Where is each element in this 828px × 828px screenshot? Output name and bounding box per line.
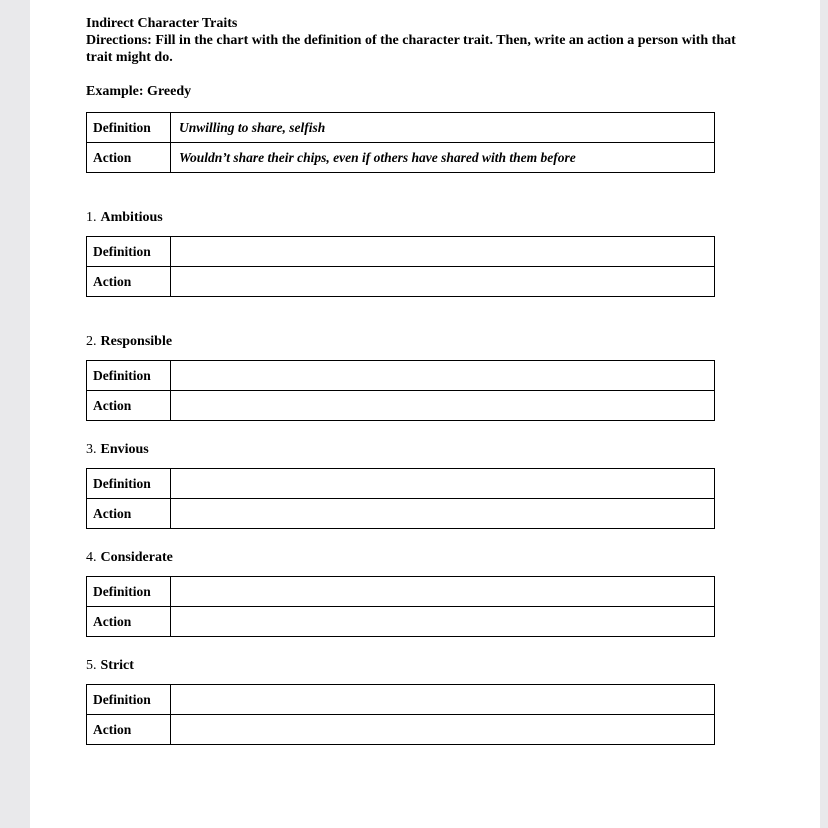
trait-heading — [86, 209, 820, 226]
trait-heading — [86, 549, 820, 566]
trait-table — [86, 468, 715, 529]
action-fill-in-cell[interactable] — [171, 607, 715, 637]
document-page — [30, 0, 820, 828]
worksheet-title: Indirect Character Traits — [86, 16, 238, 31]
table-row — [87, 685, 715, 715]
trait-heading — [86, 333, 820, 350]
trait-section-envious — [86, 441, 820, 529]
example-definition-value: Unwilling to share, selfish — [171, 113, 715, 143]
trait-number: 3. — [86, 442, 97, 457]
table-row — [87, 577, 715, 607]
definition-label: Definition — [87, 685, 171, 715]
definition-fill-in-cell[interactable] — [171, 361, 715, 391]
action-label: Action — [87, 391, 171, 421]
example-heading: Example: Greedy — [86, 84, 192, 99]
action-label: Action — [87, 267, 171, 297]
trait-number: 1. — [86, 210, 97, 225]
trait-table — [86, 360, 715, 421]
trait-name: Considerate — [100, 550, 173, 565]
table-row — [87, 361, 715, 391]
definition-label: Definition — [87, 577, 171, 607]
trait-name: Ambitious — [100, 210, 163, 225]
action-fill-in-cell[interactable] — [171, 715, 715, 745]
trait-name: Strict — [100, 658, 134, 673]
trait-heading — [86, 657, 820, 674]
trait-table — [86, 576, 715, 637]
action-label: Action — [87, 499, 171, 529]
trait-number: 4. — [86, 550, 97, 565]
definition-label: Definition — [87, 113, 171, 143]
example-table — [86, 112, 715, 173]
definition-label: Definition — [87, 469, 171, 499]
trait-section-considerate — [86, 549, 820, 637]
trait-section-responsible — [86, 333, 820, 421]
action-fill-in-cell[interactable] — [171, 499, 715, 529]
table-row — [87, 143, 715, 173]
definition-fill-in-cell[interactable] — [171, 685, 715, 715]
action-label: Action — [87, 607, 171, 637]
table-row — [87, 469, 715, 499]
trait-name: Envious — [100, 442, 149, 457]
table-row — [87, 607, 715, 637]
trait-table — [86, 236, 715, 297]
action-label: Action — [87, 143, 171, 173]
definition-label: Definition — [87, 361, 171, 391]
definition-label: Definition — [87, 237, 171, 267]
definition-fill-in-cell[interactable] — [171, 469, 715, 499]
table-row — [87, 237, 715, 267]
directions-text: Directions: Fill in the chart with the definition of the character trait. Then, write an action a person with that trait might do. — [86, 33, 736, 65]
definition-fill-in-cell[interactable] — [171, 577, 715, 607]
trait-section-ambitious — [86, 209, 820, 297]
action-label: Action — [87, 715, 171, 745]
example-action-value: Wouldn’t share their chips, even if others have shared with them before — [171, 143, 715, 173]
table-row — [87, 715, 715, 745]
table-row — [87, 499, 715, 529]
trait-number: 5. — [86, 658, 97, 673]
table-row — [87, 267, 715, 297]
trait-table — [86, 684, 715, 745]
trait-number: 2. — [86, 334, 97, 349]
table-row — [87, 391, 715, 421]
trait-section-strict — [86, 657, 820, 745]
trait-name: Responsible — [100, 334, 173, 349]
table-row — [87, 113, 715, 143]
definition-fill-in-cell[interactable] — [171, 237, 715, 267]
trait-heading — [86, 441, 820, 458]
action-fill-in-cell[interactable] — [171, 391, 715, 421]
action-fill-in-cell[interactable] — [171, 267, 715, 297]
